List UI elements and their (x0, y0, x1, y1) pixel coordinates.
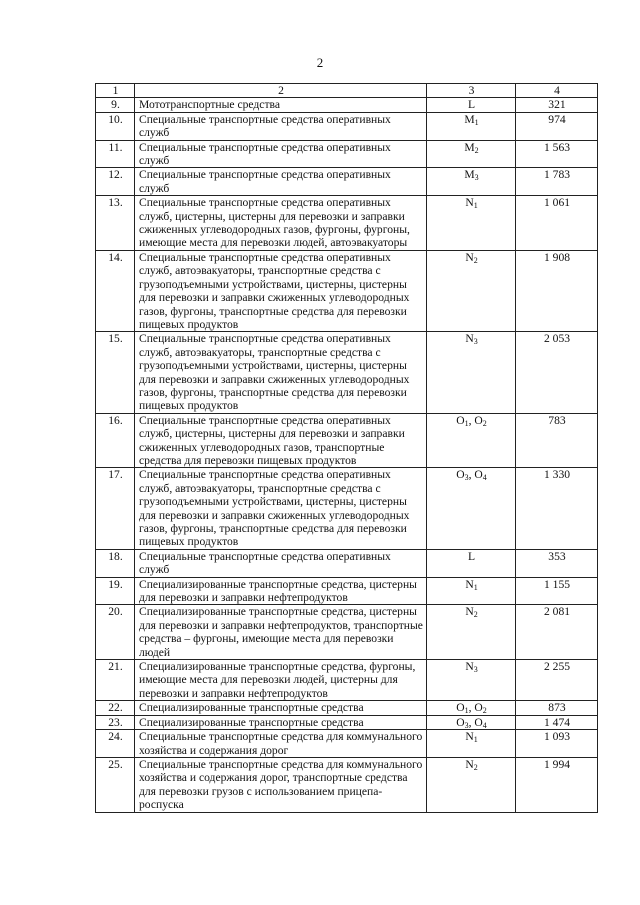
row-value: 873 (516, 701, 598, 715)
table-row (96, 605, 598, 660)
table-row (96, 468, 598, 549)
row-description: Специализированные транспортные средства, фургоны, имеющие места для перевозки людей, цистерны для перевозки и заправки нефтепродуктов (135, 660, 427, 701)
table-row (96, 730, 598, 758)
row-description: Специализированные транспортные средства (135, 701, 427, 715)
row-category: $N_2$ (427, 605, 516, 660)
vehicle-category-table (95, 83, 598, 813)
row-number: 18. (96, 549, 135, 577)
row-category: $N_2$ (427, 757, 516, 812)
row-number: 23. (96, 715, 135, 729)
row-value: 974 (516, 112, 598, 140)
row-description: Специальные транспортные средства оперативных служб, цистерны, цистерны для перевозки и заправки сжиженных углеводородных газов, фургоны, фургоны, имеющие места для перевозки людей, автоэвакуаторы (135, 196, 427, 251)
header-col-3: 3 (427, 84, 516, 98)
row-description: Специальные транспортные средства для коммунального хозяйства и содержания дорог (135, 730, 427, 758)
row-description: Специальные транспортные средства оперативных служб (135, 140, 427, 168)
table-row (96, 413, 598, 468)
row-number: 25. (96, 757, 135, 812)
row-value: 1 155 (516, 577, 598, 605)
header-col-2: 2 (135, 84, 427, 98)
table-row (96, 98, 598, 112)
row-value: 2 255 (516, 660, 598, 701)
row-description: Специализированные транспортные средства, цистерны для перевозки и заправки нефтепродуктов, транспортные средства – фургоны, имеющие места для перевозки людей (135, 605, 427, 660)
header-col-4: 4 (516, 84, 598, 98)
row-category: $N_1$ (427, 196, 516, 251)
row-value: 1 994 (516, 757, 598, 812)
row-number: 20. (96, 605, 135, 660)
row-category: $N_3$ (427, 332, 516, 413)
header-col-1: 1 (96, 84, 135, 98)
table-row (96, 140, 598, 168)
row-description: Специальные транспортные средства оперативных служб (135, 112, 427, 140)
table-row (96, 715, 598, 729)
table-row (96, 757, 598, 812)
row-value: 1 563 (516, 140, 598, 168)
row-category: L (427, 98, 516, 112)
row-description: Специальные транспортные средства оперативных служб, цистерны, цистерны для перевозки и заправки сжиженных углеводородных газов, транспортные средства для перевозки пищевых продуктов (135, 413, 427, 468)
row-value: 2 081 (516, 605, 598, 660)
row-number: 16. (96, 413, 135, 468)
row-description: Специальные транспортные средства оперативных служб, автоэвакуаторы, транспортные средства с грузоподъемными устройствами, цистерны, цистерны для перевозки и заправки сжиженных углеводородных газов, фургоны, транспортные средства для перевозки пищевых продуктов (135, 332, 427, 413)
row-number: 13. (96, 196, 135, 251)
table-row (96, 196, 598, 251)
row-number: 17. (96, 468, 135, 549)
table-header-row (96, 84, 598, 98)
row-category: $N_1$ (427, 730, 516, 758)
row-number: 11. (96, 140, 135, 168)
table-body (96, 98, 598, 812)
row-value: 353 (516, 549, 598, 577)
table-row (96, 701, 598, 715)
row-description: Специальные транспортные средства оперативных служб, автоэвакуаторы, транспортные средства с грузоподъемными устройствами, цистерны, цистерны для перевозки и заправки сжиженных углеводородных газов, фургоны, транспортные средства для перевозки пищевых продуктов (135, 250, 427, 331)
row-category: $N_1$ (427, 577, 516, 605)
row-value: 1 783 (516, 168, 598, 196)
row-description: Специальные транспортные средства для коммунального хозяйства и содержания дорог, транспортные средства для перевозки грузов с использованием прицепа-роспуска (135, 757, 427, 812)
row-category: $O_1$, $O_2$ (427, 413, 516, 468)
row-number: 14. (96, 250, 135, 331)
table-row (96, 168, 598, 196)
table-row (96, 332, 598, 413)
table-row (96, 577, 598, 605)
row-number: 19. (96, 577, 135, 605)
row-number: 21. (96, 660, 135, 701)
table-row (96, 549, 598, 577)
row-description: Специальные транспортные средства оперативных служб (135, 549, 427, 577)
row-number: 10. (96, 112, 135, 140)
table-row (96, 112, 598, 140)
row-description: Специализированные транспортные средства, цистерны для перевозки и заправки нефтепродуктов (135, 577, 427, 605)
row-number: 22. (96, 701, 135, 715)
row-category: $N_3$ (427, 660, 516, 701)
row-description: Специальные транспортные средства оперативных служб (135, 168, 427, 196)
row-category: $M_3$ (427, 168, 516, 196)
row-value: 2 053 (516, 332, 598, 413)
row-category: $M_1$ (427, 112, 516, 140)
table-row (96, 250, 598, 331)
row-value: 1 061 (516, 196, 598, 251)
row-description: Специальные транспортные средства оперативных служб, автоэвакуаторы, транспортные средства с грузоподъемными устройствами, цистерны, цистерны для перевозки и заправки сжиженных углеводородных газов, фургоны, транспортные средства для перевозки пищевых продуктов (135, 468, 427, 549)
row-number: 9. (96, 98, 135, 112)
row-category: $M_2$ (427, 140, 516, 168)
row-description: Специализированные транспортные средства (135, 715, 427, 729)
row-value: 1 093 (516, 730, 598, 758)
row-category: L (427, 549, 516, 577)
row-category: $N_2$ (427, 250, 516, 331)
row-value: 1 908 (516, 250, 598, 331)
row-number: 12. (96, 168, 135, 196)
row-number: 24. (96, 730, 135, 758)
row-value: 783 (516, 413, 598, 468)
row-value: 1 330 (516, 468, 598, 549)
row-description: Мототранспортные средства (135, 98, 427, 112)
table-row (96, 660, 598, 701)
page-number: 2 (316, 55, 324, 70)
row-category: $O_1$, $O_2$ (427, 701, 516, 715)
row-value: 1 474 (516, 715, 598, 729)
row-value: 321 (516, 98, 598, 112)
row-category: $O_3$, $O_4$ (427, 468, 516, 549)
row-number: 15. (96, 332, 135, 413)
row-category: $O_3$, $O_4$ (427, 715, 516, 729)
